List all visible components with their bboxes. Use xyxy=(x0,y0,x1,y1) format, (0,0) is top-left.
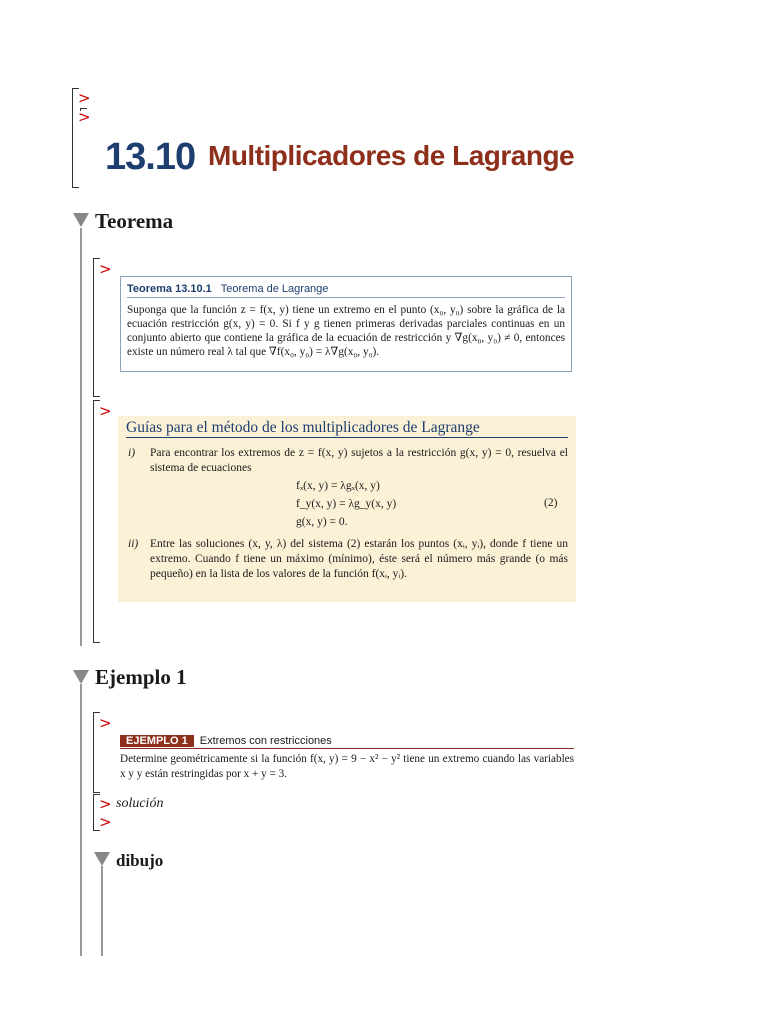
example-header xyxy=(120,735,332,747)
equation: g(x, y) = 0. xyxy=(296,516,348,528)
guide-step-2 xyxy=(126,537,568,582)
guide-title: Guías para el método de los multiplicadores de Lagrange xyxy=(126,420,568,438)
input-prompt[interactable]: > xyxy=(78,108,91,126)
group-bracket-line xyxy=(93,712,94,792)
equation-number: (2) xyxy=(544,497,558,509)
section-title-ejemplo: Ejemplo 1 xyxy=(95,665,187,689)
group-bracket-line xyxy=(93,258,94,396)
section-rule xyxy=(101,866,103,956)
collapse-triangle-icon[interactable] xyxy=(73,670,89,684)
input-prompt[interactable]: > xyxy=(99,402,112,420)
group-bracket-bottom xyxy=(93,394,100,397)
input-prompt[interactable]: > xyxy=(99,260,112,278)
example-title: Extremos con restricciones xyxy=(199,735,332,747)
solution-label: solución xyxy=(116,796,164,811)
chapter-number: 13.10 xyxy=(105,136,196,178)
guide-box xyxy=(118,416,576,602)
section-rule xyxy=(80,684,82,956)
theorem-name: Teorema de Lagrange xyxy=(220,283,329,295)
group-bracket-bottom xyxy=(93,640,100,643)
group-bracket-bottom xyxy=(72,185,79,188)
group-bracket-line xyxy=(93,400,94,642)
theorem-label: Teorema 13.10.1 xyxy=(127,283,212,295)
example-rule xyxy=(120,748,574,749)
guide-step-1 xyxy=(126,446,568,476)
chapter-title: Multiplicadores de Lagrange xyxy=(208,140,575,171)
step-text: Para encontrar los extremos de z = f(x, y) sujetos a la restricción g(x, y) = 0, resuelva el sistema de ecuaciones xyxy=(150,447,568,474)
group-bracket-line xyxy=(93,794,94,830)
theorem-body: Suponga que la función z = f(x, y) tiene un extremo en el punto (x₀, y₀) sobre la gráfica de la ecuación restricción g(x, y) = 0. Si f y g tienen primeras derivadas parciales continuas en un conjunto abierto que contiene la gráfica de la ecuación de restricción y ∇g(x₀, y₀) ≠ 0, entonces existe un número real λ tal que ∇f(x₀, y₀) = λ∇g(x₀, y₀). xyxy=(127,304,565,358)
theorem-header xyxy=(127,282,565,298)
section-title-dibujo: dibujo xyxy=(116,851,164,870)
input-prompt[interactable]: > xyxy=(99,714,112,732)
group-bracket-line xyxy=(72,88,73,188)
example-body: Determine geométricamente si la función f(x, y) = 9 − x² − y² tiene un extremo cuando las variables x y y están restringidas por x + y = 3. xyxy=(120,753,574,780)
collapse-triangle-icon[interactable] xyxy=(94,852,110,866)
equation: f_y(x, y) = λg_y(x, y) xyxy=(296,498,397,510)
equation-system xyxy=(126,479,568,533)
input-prompt[interactable]: > xyxy=(99,813,112,831)
group-bracket-bottom xyxy=(93,790,100,793)
theorem-box xyxy=(120,276,572,372)
equation: fₓ(x, y) = λgₓ(x, y) xyxy=(296,480,380,492)
section-title-teorema: Teorema xyxy=(95,209,174,233)
step-label: i) xyxy=(128,447,136,459)
section-rule xyxy=(80,228,82,646)
step-label: ii) xyxy=(128,538,139,550)
input-prompt[interactable]: > xyxy=(99,795,112,813)
collapse-triangle-icon[interactable] xyxy=(73,213,89,227)
input-prompt[interactable]: > xyxy=(78,89,91,107)
example-badge: EJEMPLO 1 xyxy=(120,735,194,747)
step-text: Entre las soluciones (x, y, λ) del sistema (2) estarán los puntos (xᵢ, yᵢ), donde f tiene un extremo. Cuando f tiene un máximo (mínimo), éste será el número más grande (o más pequeño) en la lista de los valores de la función f(xᵢ, yᵢ). xyxy=(150,538,568,580)
